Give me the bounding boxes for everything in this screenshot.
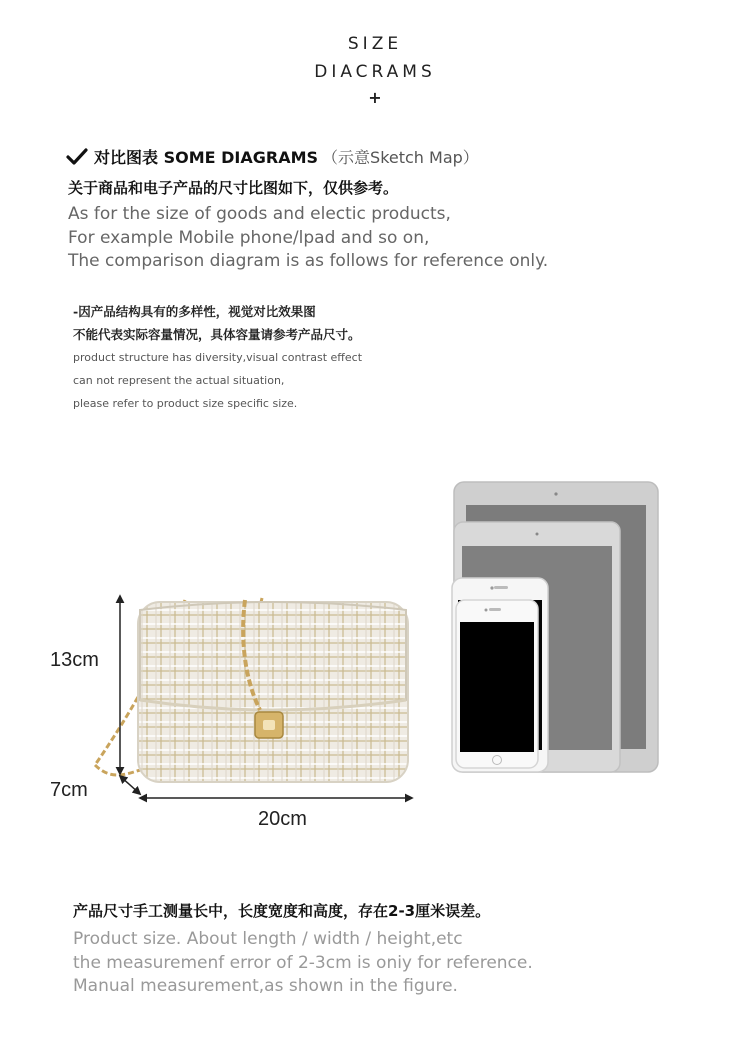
intro-heading [66,145,479,168]
intro-en-text [68,203,548,274]
phone-small [456,600,538,768]
footer-en-line: Manual measurement,as shown in the figure. [73,976,458,996]
intro-heading-note: （示意Sketch Map） [322,148,479,167]
header-title-line1: SIZE [347,34,403,54]
note-cn-line: -因产品结构具有的多样性，视觉对比效果图 [73,304,316,319]
depth-label: 7cm [50,779,88,801]
intro-heading-label: 对比图表 SOME DIAGRAMS [94,148,319,167]
note-block [73,300,362,415]
intro-en-line: As for the size of goods and electic products, [68,204,451,224]
intro-en-line: For example Mobile phone/lpad and so on, [68,227,430,248]
bag-body [138,602,408,782]
note-en-line: can not represent the actual situation, [73,374,285,387]
note-cn-line: 不能代表实际容量情况，具体容量请参考产品尺寸。 [73,327,361,342]
note-en-line: product structure has diversity,visual contrast effect [73,351,363,364]
turn-lock-clasp [255,712,283,738]
intro-cn-text: 关于商品和电子产品的尺寸比图如下，仅供参考。 [68,179,399,197]
footer-en-line: Product size. About length / width / height,etc [73,929,463,949]
header-title-line2: DIACRAMS [314,62,436,82]
footer-en-line: the measuremenf error of 2-3cm is oniy for reference. [73,952,533,973]
footer-cn-text: 产品尺寸手工测量长中，长度宽度和高度，存在2-3厘米误差。 [73,902,491,920]
width-label: 20cm [258,808,307,830]
intro-en-line: The comparison diagram is as follows for reference only. [68,251,549,271]
note-en-line: please refer to product size specific size. [73,397,298,410]
footer-en-text [73,928,533,999]
header-plus: + [368,88,382,107]
checkmark-icon [66,148,88,166]
depth-arrow [120,776,140,794]
height-label: 13cm [50,649,99,671]
device-comparison [446,478,662,778]
